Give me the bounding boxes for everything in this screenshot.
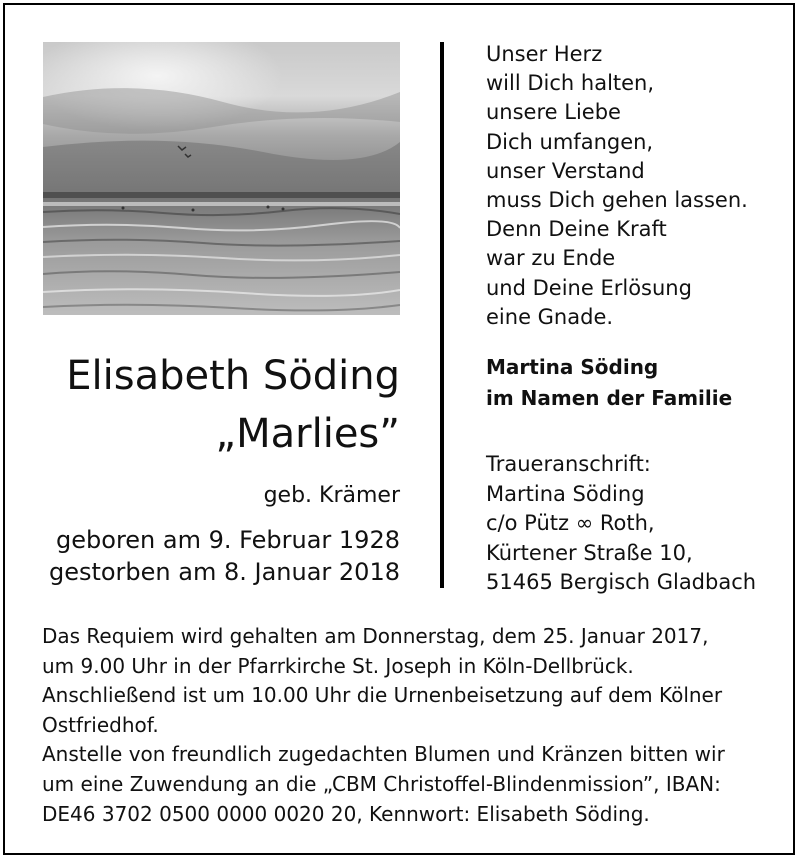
notice-line: DE46 3702 0500 0000 0020 20, Kennwort: Elisabeth Söding. bbox=[42, 801, 650, 826]
death-date: gestorben am 8. Januar 2018 bbox=[48, 558, 400, 586]
vertical-divider bbox=[440, 42, 444, 588]
family-signature bbox=[486, 352, 732, 414]
deceased-nickname: „Marlies” bbox=[215, 411, 400, 457]
life-dates bbox=[40, 524, 400, 588]
poem-line: Denn Deine Kraft bbox=[486, 217, 667, 242]
address-line: Martina Söding bbox=[486, 481, 645, 506]
poem-line: Unser Herz bbox=[486, 42, 603, 66]
sea-photo bbox=[43, 42, 400, 315]
address-heading: Traueranschrift: bbox=[486, 452, 651, 476]
notice-line: um eine Zuwendung an die „CBM Christoffel-Blindenmission”, IBAN: bbox=[42, 771, 721, 796]
address-line: 51465 Bergisch Gladbach bbox=[486, 570, 757, 594]
signature-family: im Namen der Familie bbox=[486, 386, 733, 410]
birth-date: geboren am 9. Februar 1928 bbox=[56, 526, 400, 554]
poem-line: und Deine Erlösung bbox=[486, 275, 692, 300]
poem-line: Dich umfangen, bbox=[486, 129, 654, 154]
poem-line: unser Verstand bbox=[486, 158, 645, 183]
address-line: Kürtener Straße 10, bbox=[486, 540, 693, 565]
notice-line: Ostfriedhof. bbox=[42, 712, 159, 737]
notice-line: Das Requiem wird gehalten am Donnerstag, dem 25. Januar 2017, bbox=[42, 624, 709, 648]
notice-line: Anschließend ist um 10.00 Uhr die Urnenbeisetzung auf dem Kölner bbox=[42, 683, 723, 708]
poem-line: unsere Liebe bbox=[486, 100, 621, 125]
deceased-born-name: geb. Krämer bbox=[263, 483, 400, 508]
poem bbox=[486, 40, 748, 332]
poem-line: eine Gnade. bbox=[486, 304, 614, 329]
poem-line: muss Dich gehen lassen. bbox=[486, 188, 748, 213]
poem-line: will Dich halten, bbox=[486, 71, 655, 96]
address-line: c/o Pütz ∞ Roth, bbox=[486, 511, 655, 535]
notice-line: Anstelle von freundlich zugedachten Blumen und Kränzen bitten wir bbox=[42, 742, 725, 767]
deceased-name: Elisabeth Söding bbox=[66, 353, 400, 399]
mourning-address bbox=[486, 450, 756, 598]
poem-line: war zu Ende bbox=[486, 246, 616, 271]
funeral-notice bbox=[42, 622, 782, 829]
deceased-block bbox=[40, 350, 400, 588]
notice-line: um 9.00 Uhr in der Pfarrkirche St. Joseph in Köln-Dellbrück. bbox=[42, 653, 634, 678]
signature-name: Martina Söding bbox=[486, 355, 659, 379]
